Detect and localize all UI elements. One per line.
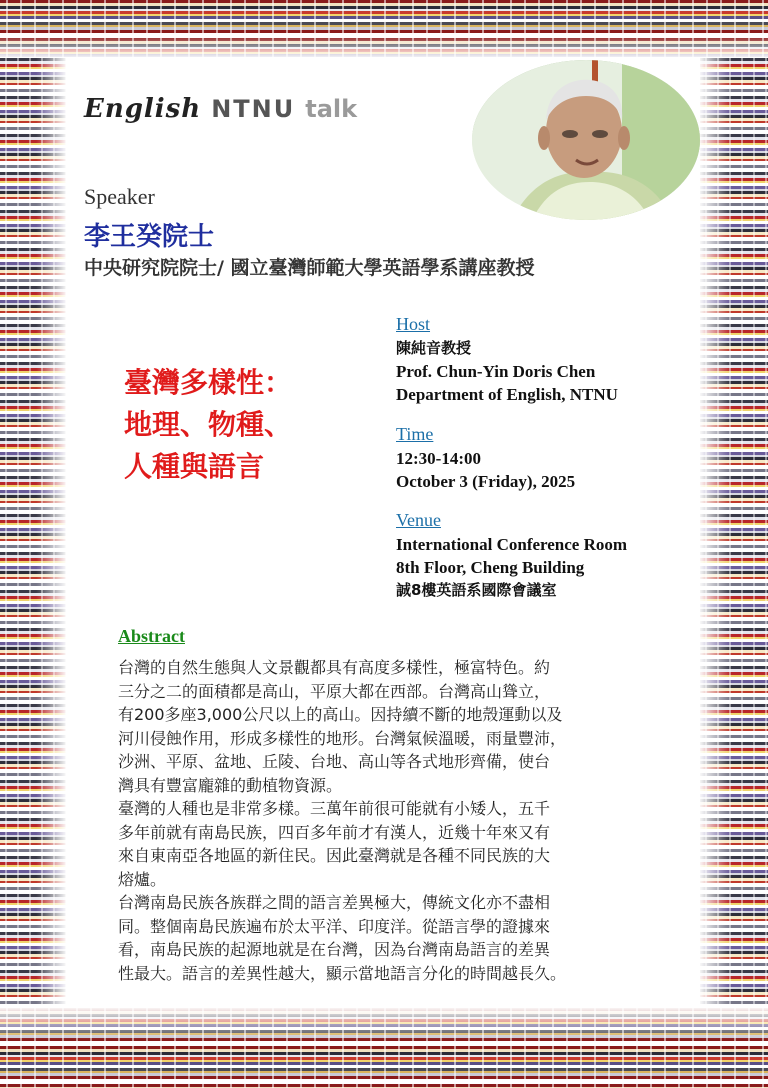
venue-label: Venue (396, 510, 441, 530)
bottom-pattern-border (0, 1008, 768, 1088)
venue-room: International Conference Room (396, 535, 628, 554)
abstract-label: Abstract (118, 626, 185, 646)
talk-title-line: 地理、物種、 (124, 408, 293, 441)
logo-english-text: English (84, 94, 202, 124)
abstract-line: 同。整個南島民族遍布於太平洋、印度洋。從語言學的證據來 (118, 916, 551, 936)
right-pattern-border (700, 58, 768, 1008)
venue-building: 8th Floor, Cheng Building (396, 558, 585, 577)
host-name-en: Prof. Chun-Yin Doris Chen (396, 362, 596, 381)
time-hours: 12:30-14:00 (396, 449, 481, 468)
abstract-line: 灣具有豐富龐雜的動植物資源。 (118, 775, 343, 795)
abstract-line: 看，南島民族的起源地就是在台灣，因為台灣南島語言的差異 (118, 940, 551, 959)
talk-title (124, 362, 344, 488)
speaker-label: Speaker (84, 184, 155, 209)
time-label: Time (396, 424, 434, 444)
host-department: Department of English, NTNU (396, 385, 618, 404)
abstract-line: 臺灣的人種也是非常多樣。三萬年前很可能就有小矮人，五千 (118, 799, 551, 818)
left-pattern-border (0, 58, 66, 1008)
time-section (396, 424, 696, 493)
speaker-portrait-icon (472, 60, 700, 220)
venue-room-zh: 誠8樓英語系國際會議室 (396, 581, 557, 599)
host-label: Host (396, 314, 431, 334)
talk-title-line: 臺灣多樣性： (124, 366, 293, 399)
host-name-zh: 陳純音教授 (396, 339, 472, 357)
host-section (396, 314, 696, 406)
logo-talk-text: talk (305, 95, 358, 123)
talk-title-line: 人種與語言 (124, 450, 265, 483)
venue-section (396, 510, 696, 602)
abstract-line: 台灣南島民族各族群之間的語言差異極大，傳統文化亦不盡相 (118, 893, 551, 912)
top-pattern-border (0, 0, 768, 58)
speaker-name: 李王癸院士 (84, 222, 215, 252)
abstract-line: 沙洲、平原、盆地、丘陵、台地、高山等各式地形齊備，使台 (118, 752, 551, 771)
abstract-line: 性最大。語言的差異性越大，顯示當地語言分化的時間越長久。 (118, 963, 567, 983)
abstract-line: 熔爐。 (118, 869, 167, 889)
time-date: October 3 (Friday), 2025 (396, 472, 576, 491)
abstract-line: 三分之二的面積都是高山，平原大都在西部。台灣高山聳立， (118, 681, 551, 701)
abstract-body (118, 656, 658, 985)
logo-ntnu-text: NTNU (211, 95, 296, 123)
abstract-line: 有200多座3,000公尺以上的高山。因持續不斷的地殼運動以及 (118, 705, 563, 724)
abstract-line: 河川侵蝕作用，形成多樣性的地形。台灣氣候溫暖，雨量豐沛， (118, 728, 567, 748)
abstract-line: 多年前就有南島民族，四百多年前才有漢人，近幾十年來又有 (118, 822, 551, 842)
abstract-line: 台灣的自然生態與人文景觀都具有高度多樣性，極富特色。約 (118, 658, 551, 677)
speaker-title: 中央研究院院士/ 國立臺灣師範大學英語學系講座教授 (84, 257, 535, 279)
speaker-photo (472, 60, 700, 220)
abstract-line: 來自東南亞各地區的新住民。因此臺灣就是各種不同民族的大 (118, 846, 551, 865)
english-ntnu-talk-logo (84, 94, 357, 130)
